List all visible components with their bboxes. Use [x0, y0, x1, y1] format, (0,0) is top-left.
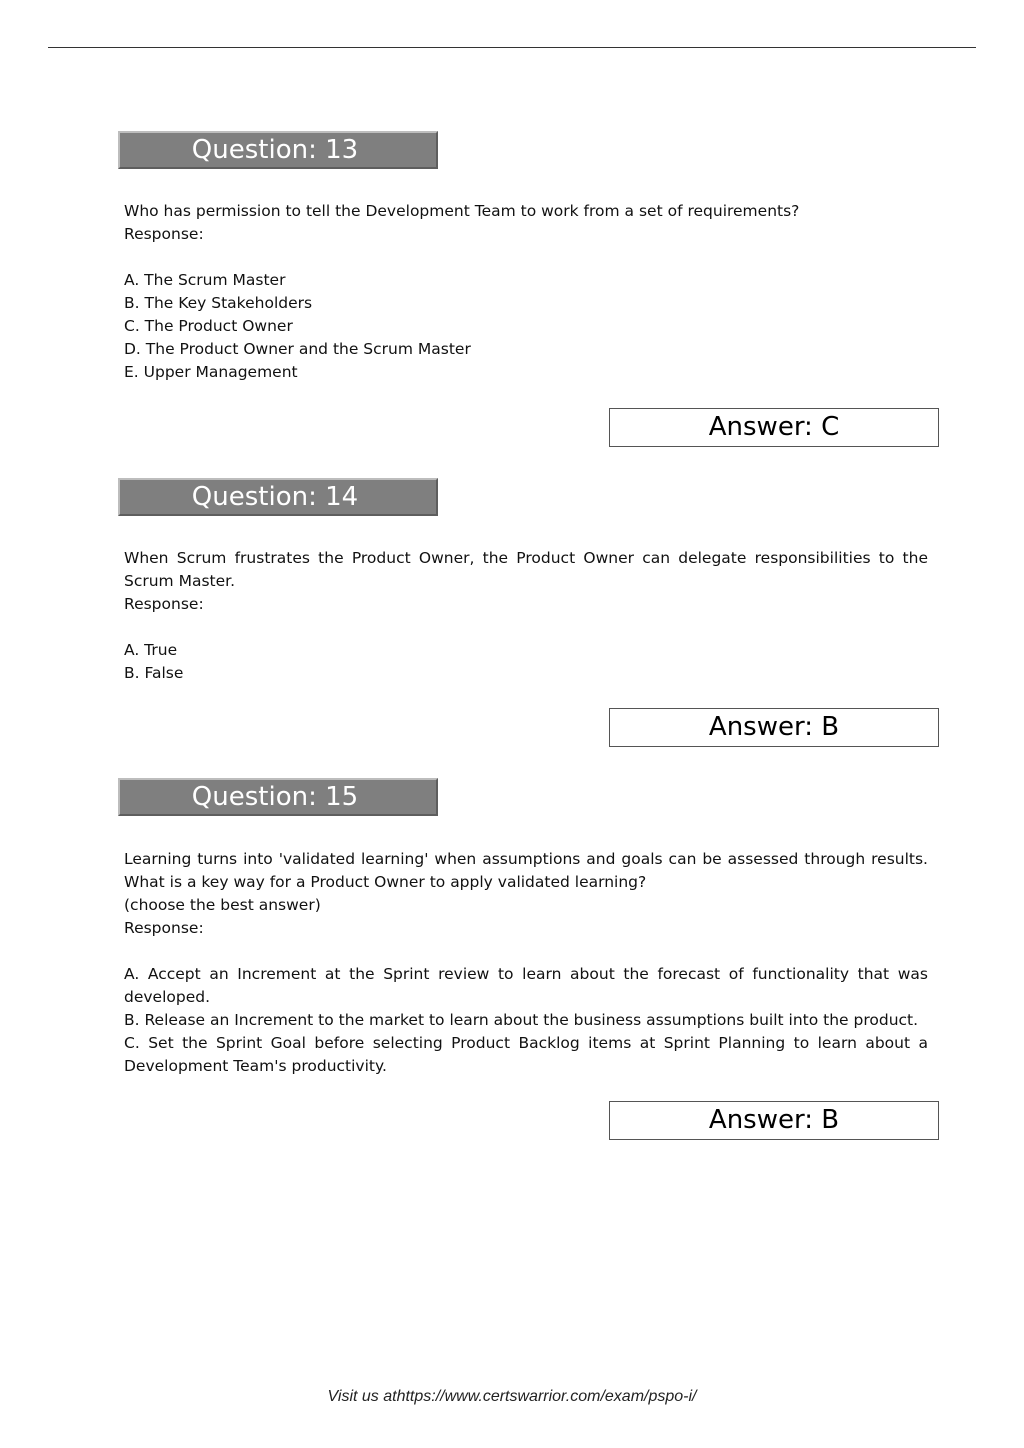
question-13-option-e: E. Upper Management	[124, 363, 298, 381]
question-13-answer: Answer: C	[609, 408, 939, 447]
question-15-title: Question: 15	[191, 782, 359, 812]
question-13-option-a: A. The Scrum Master	[124, 271, 286, 289]
question-14-body	[124, 547, 928, 685]
question-13-response-label: Response:	[124, 225, 204, 243]
footer-link-text: Visit us athttps://www.certswarrior.com/exam/pspo-i/	[327, 1388, 697, 1405]
question-15-option-b: B. Release an Increment to the market to learn about the business assumptions built into the product.	[124, 1011, 919, 1029]
question-15-response-label: Response:	[124, 919, 204, 937]
question-13-option-c: C. The Product Owner	[124, 317, 293, 335]
question-13-title: Question: 13	[191, 135, 359, 165]
question-15-option-a: A. Accept an Increment at the Sprint review to learn about the forecast of functionality that was developed.	[124, 965, 928, 1006]
question-14-stem: When Scrum frustrates the Product Owner, the Product Owner can delegate responsibilities to the Scrum Master.	[124, 549, 928, 590]
question-14-option-a: A. True	[124, 641, 178, 659]
question-14-header	[118, 478, 438, 516]
question-14-option-b: B. False	[124, 664, 184, 682]
question-15-answer: Answer: B	[609, 1101, 939, 1140]
question-14-response-label: Response:	[124, 595, 204, 613]
question-14-answer: Answer: B	[609, 708, 939, 747]
question-15-option-c: C. Set the Sprint Goal before selecting Product Backlog items at Sprint Planning to learn about a Development Team's productivity.	[124, 1034, 928, 1075]
question-13-option-d: D. The Product Owner and the Scrum Master	[124, 340, 471, 358]
question-15-stem: Learning turns into 'validated learning' when assumptions and goals can be assessed through results. What is a key way for a Product Owner to apply validated learning?	[124, 850, 928, 891]
question-13-option-b: B. The Key Stakeholders	[124, 294, 313, 312]
question-13-header	[118, 131, 438, 169]
question-14-title: Question: 14	[191, 482, 359, 512]
question-13-stem: Who has permission to tell the Development Team to work from a set of requirements?	[124, 202, 800, 220]
question-13-body	[124, 200, 928, 384]
question-15-header	[118, 778, 438, 816]
question-15-body	[124, 848, 928, 1078]
top-rule	[48, 47, 976, 48]
question-15-note: (choose the best answer)	[124, 896, 321, 914]
